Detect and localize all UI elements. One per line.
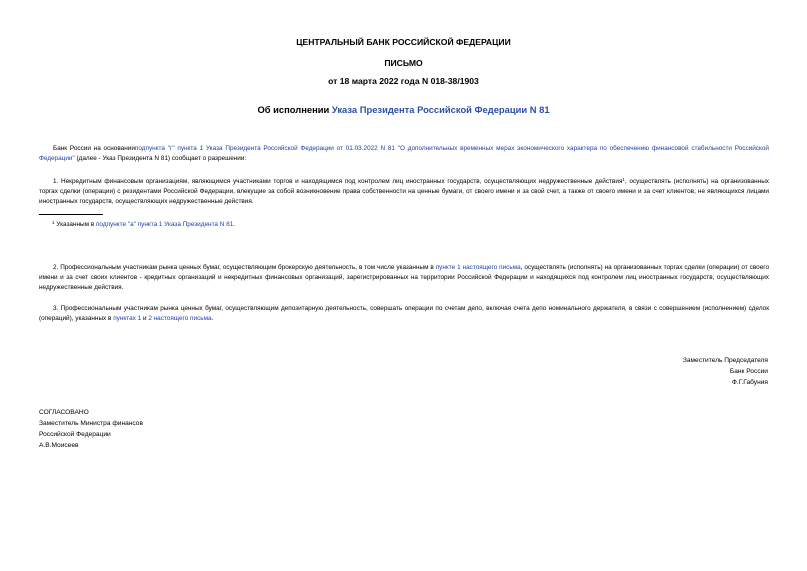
intro-paragraph: [39, 144, 769, 164]
paragraph-3: [39, 304, 769, 324]
footnote-mark: 1: [52, 220, 55, 225]
footnote-text-1: Указанным в: [54, 221, 96, 228]
p3-text-2: и: [141, 315, 149, 322]
p1-footnote-mark: 1: [622, 177, 625, 182]
document-title: [0, 104, 807, 115]
p2-text-2: , осуществлять (исполнять) на организованных торгах сделки (операции) от своего имени и за счет своих клиентов - кредитных организаций и некредитных финансовых организаций, зарегистрированных на территории Российской Федерации и находящихся под контролем лиц иностранных государств, осуществляющих недружественные действия.: [39, 264, 770, 291]
signer-position: Заместитель Председателя: [682, 357, 768, 364]
p3-text-1: 3. Профессиональным участникам рынка ценных бумаг, осуществляющим депозитарную деятельность, совершать операции по счетам депо, включая счета депо номинального держателя, в связи с совершением (исполнением) сделок (операций), указанных в: [39, 305, 769, 322]
date-number-heading: от 18 марта 2022 года N 018-38/1903: [328, 76, 479, 86]
footnote: [52, 220, 235, 228]
intro-text-1: Банк России на основании: [53, 145, 135, 152]
org-heading: ЦЕНТРАЛЬНЫЙ БАНК РОССИЙСКОЙ ФЕДЕРАЦИИ: [296, 37, 511, 47]
p1-text-b: , осуществлять (исполнять) на организованных торгах сделки (операции) с резидентами Российской Федерации, влекущие за собой возникновение права собственности на ценные бумаги, от своего имени и за свой счет, а также от своего имени и за счет клиентов, не являющихся лицами иностранных государств, осуществляющих недружественные действия.: [39, 178, 769, 205]
footnote-divider: [39, 214, 103, 215]
agreed-name: А.В.Моисеев: [39, 442, 79, 449]
paragraph-1: [39, 175, 769, 207]
title-prefix: Об исполнении: [257, 104, 332, 115]
intro-text-2: (далее - Указ Президента N 81) сообщает о разрешении:: [74, 155, 247, 162]
p1-text-a: 1. Некредитным финансовым организациям, являющимся участниками торгов и находящимся под контролем лиц иностранных государств, осуществляющих недружественные действия: [53, 178, 623, 185]
doc-type-heading: ПИСЬМО: [384, 58, 423, 68]
p3-text-3: .: [211, 315, 214, 322]
footnote-link[interactable]: подпункте "а" пункта 1 Указа Президента N 81: [95, 221, 234, 228]
signer-name: Ф.Г.Габуния: [731, 379, 768, 386]
agreed-position: Заместитель Министра финансов: [39, 420, 143, 427]
title-decree-link[interactable]: Указа Президента Российской Федерации N 81: [331, 104, 550, 115]
signer-org: Банк России: [729, 368, 768, 375]
agreed-label: СОГЛАСОВАНО: [39, 409, 89, 416]
p3-point1-link[interactable]: пунктах 1: [113, 315, 142, 322]
signature-block: [683, 355, 768, 388]
agreed-org: Российской Федерации: [39, 431, 111, 438]
paragraph-2: [39, 263, 769, 293]
intro-decree-link[interactable]: подпункта "г" пункта 1 Указа Президента Российской Федерации от 01.03.2022 N 81 "О дополнительных временных мерах экономического характера по обеспечению финансовой стабильности Российской Федерации": [39, 145, 769, 162]
p2-point-link[interactable]: пункте 1 настоящего письма: [435, 264, 521, 271]
footnote-text-2: .: [233, 221, 236, 228]
agreed-block: [39, 407, 143, 451]
p3-point2-link[interactable]: 2 настоящего письма: [148, 315, 212, 322]
p2-text-1: 2. Профессиональным участникам рынка ценных бумаг, осуществляющим брокерскую деятельность, в том числе указанным в: [53, 264, 436, 271]
